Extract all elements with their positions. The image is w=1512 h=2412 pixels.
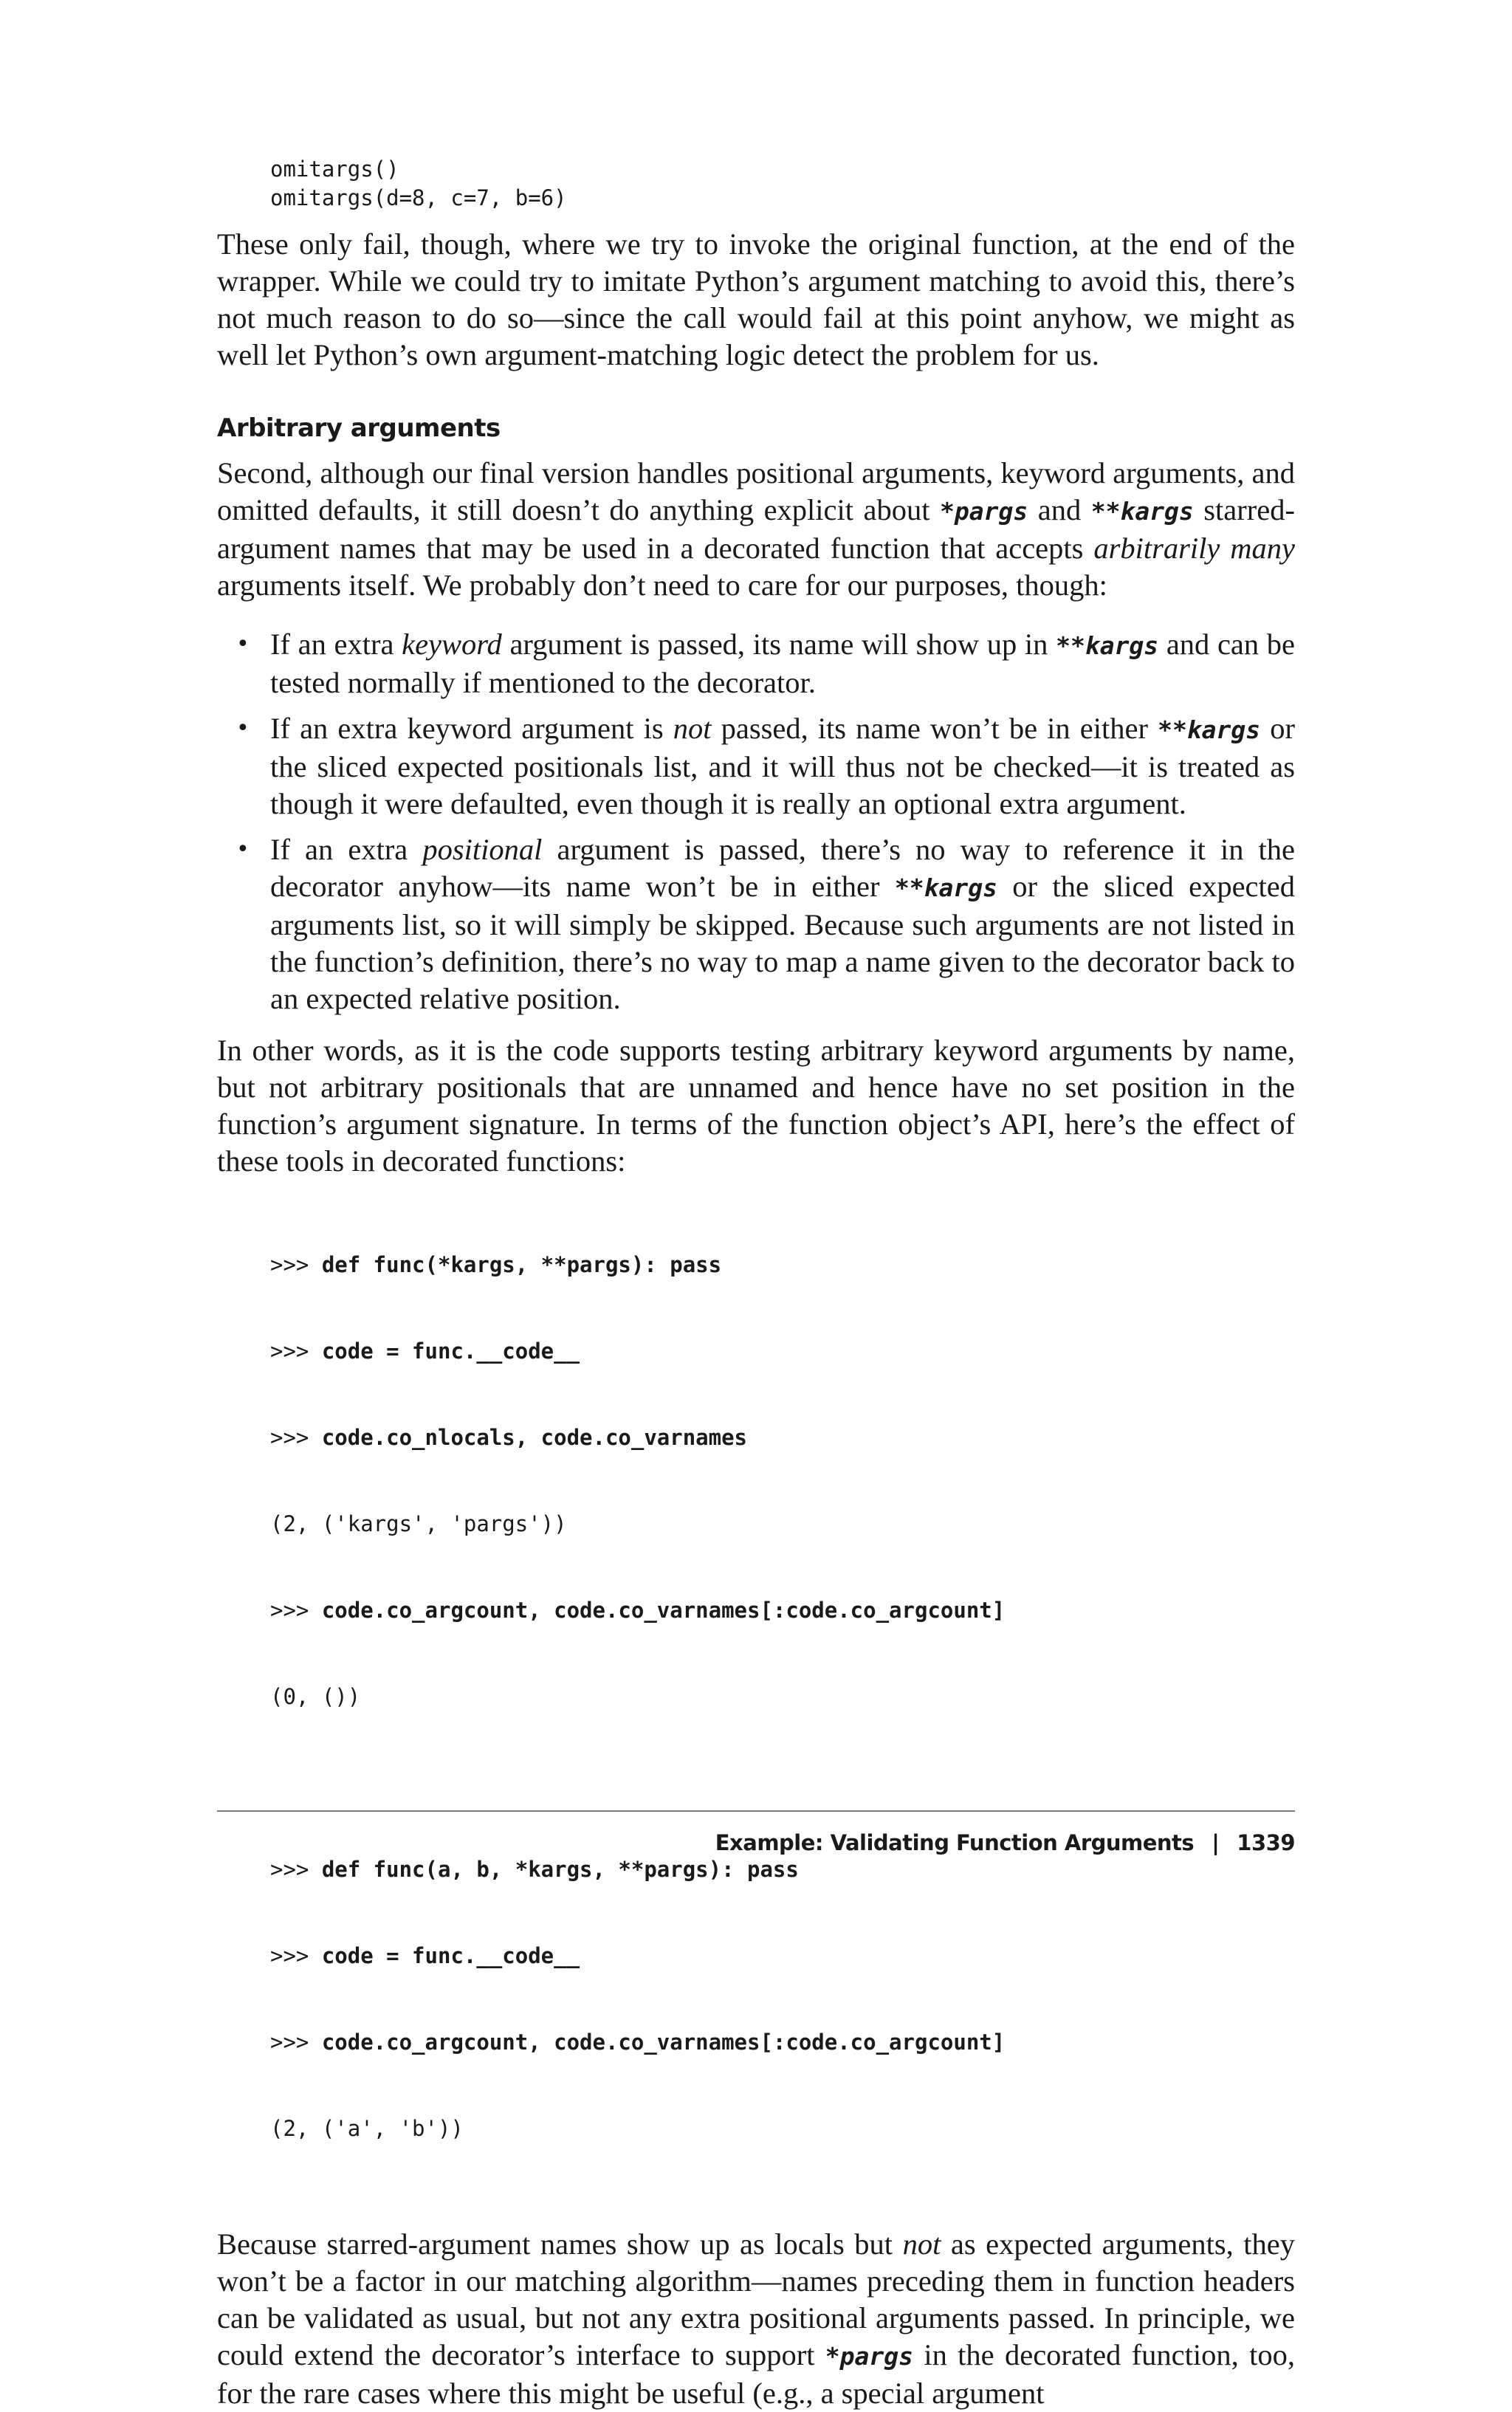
code-listing-omitargs — [217, 155, 1295, 213]
code-line: >>> def func(*kargs, **pargs): pass — [270, 1252, 722, 1277]
bullet-item-keyword-not-passed: • If an extra keyword argument is not passed, its name won’t be in either **kargs or the sliced expected positionals list, and it will thus not be checked—it is treated as though it were defaulted, even though it is really an optional extra argument. — [236, 712, 1295, 820]
code-output: (0, ()) — [270, 1684, 361, 1709]
code-line: >>> code.co_argcount, code.co_varnames[:code.co_argcount] — [270, 2030, 1006, 2055]
bullet-icon: • — [236, 715, 250, 741]
code-line: >>> def func(a, b, *kargs, **pargs): pass — [270, 1857, 799, 1882]
code-output: (2, ('kargs', 'pargs')) — [270, 1511, 567, 1536]
bullet-item-positional-passed: • If an extra positional argument is passed, there’s no way to reference it in the decorator anyhow—its name won’t be in either **kargs or the sliced expected arguments list, so it will simply be skipped. Because such arguments are not listed in the function’s definition, there’s no way to map a name given to the decorator back to an expected relative position. — [236, 833, 1296, 1015]
code-line: >>> code = func.__code__ — [270, 1943, 580, 1968]
footer-divider — [217, 1810, 1295, 1812]
code-line: omitargs() — [270, 157, 399, 182]
footer-section-title: Example: Validating Function Arguments — [715, 1830, 1195, 1855]
code-line: >>> code = func.__code__ — [270, 1339, 580, 1364]
page-content — [217, 155, 1295, 2412]
bullet-list — [217, 626, 1295, 1017]
paragraph-starred-locals: Because starred-argument names show up as locals but not as expected arguments, they won’t be a factor in our matching algorithm—names preceding them in function headers can be validated as usual, but not any extra positional arguments passed. In principle, we could extend the decorator’s interface to support *pargs in the decorated function, too, for the rare cases where this might be useful (e.g., a special argument — [217, 2227, 1295, 2410]
page-number: 1339 — [1237, 1830, 1295, 1855]
code-listing-function-api — [217, 1193, 1295, 2201]
bullet-icon: • — [236, 836, 250, 862]
code-line: >>> code.co_argcount, code.co_varnames[:code.co_argcount] — [270, 1598, 1006, 1623]
bullet-icon: • — [236, 631, 250, 657]
code-blank-line — [270, 1769, 1295, 1798]
inline-code-pargs: *pargs — [940, 497, 1028, 526]
section-heading: Arbitrary arguments — [217, 413, 501, 443]
paragraph-fail-explanation: These only fail, though, where we try to invoke the original function, at the end of the wrapper. While we could try to imitate Python’s argument matching to avoid this, there’s not much reason to do so—since the call would fail at this point anyhow, we might as well let Python’s own argument-matching logic detect the problem for us. — [217, 227, 1295, 371]
page-footer — [217, 1828, 1295, 1858]
inline-code-kargs: **kargs — [1056, 631, 1159, 660]
paragraph-starred-args: Second, although our final version handles positional arguments, keyword arguments, and omitted defaults, it still doesn’t do anything explicit about *pargs and **kargs starred-argument names that may be used in a decorated function that accepts arbitrarily many arguments itself. We probably don’t need to care for our purposes, though: — [217, 456, 1295, 602]
code-line: >>> code.co_nlocals, code.co_varnames — [270, 1425, 748, 1450]
bullet-item-keyword-passed: • If an extra keyword argument is passed, its name will show up in **kargs and can be tested normally if mentioned to the decorator. — [236, 628, 1296, 699]
code-line: omitargs(d=8, c=7, b=6) — [270, 185, 567, 210]
paragraph-in-other-words: In other words, as it is the code supports testing arbitrary keyword arguments by name, but not arbitrary positionals that are unnamed and hence have no set position in the function’s argument signature. In terms of the function object’s API, here’s the effect of these tools in decorated functions: — [217, 1034, 1295, 1178]
inline-code-kargs: **kargs — [1158, 715, 1261, 744]
inline-code-kargs: **kargs — [894, 873, 997, 902]
code-output: (2, ('a', 'b')) — [270, 2116, 464, 2141]
inline-code-kargs: **kargs — [1090, 497, 1194, 526]
emphasis: arbitrarily many — [1093, 532, 1295, 565]
footer-separator: | — [1212, 1830, 1220, 1855]
inline-code-pargs: *pargs — [825, 2342, 913, 2371]
